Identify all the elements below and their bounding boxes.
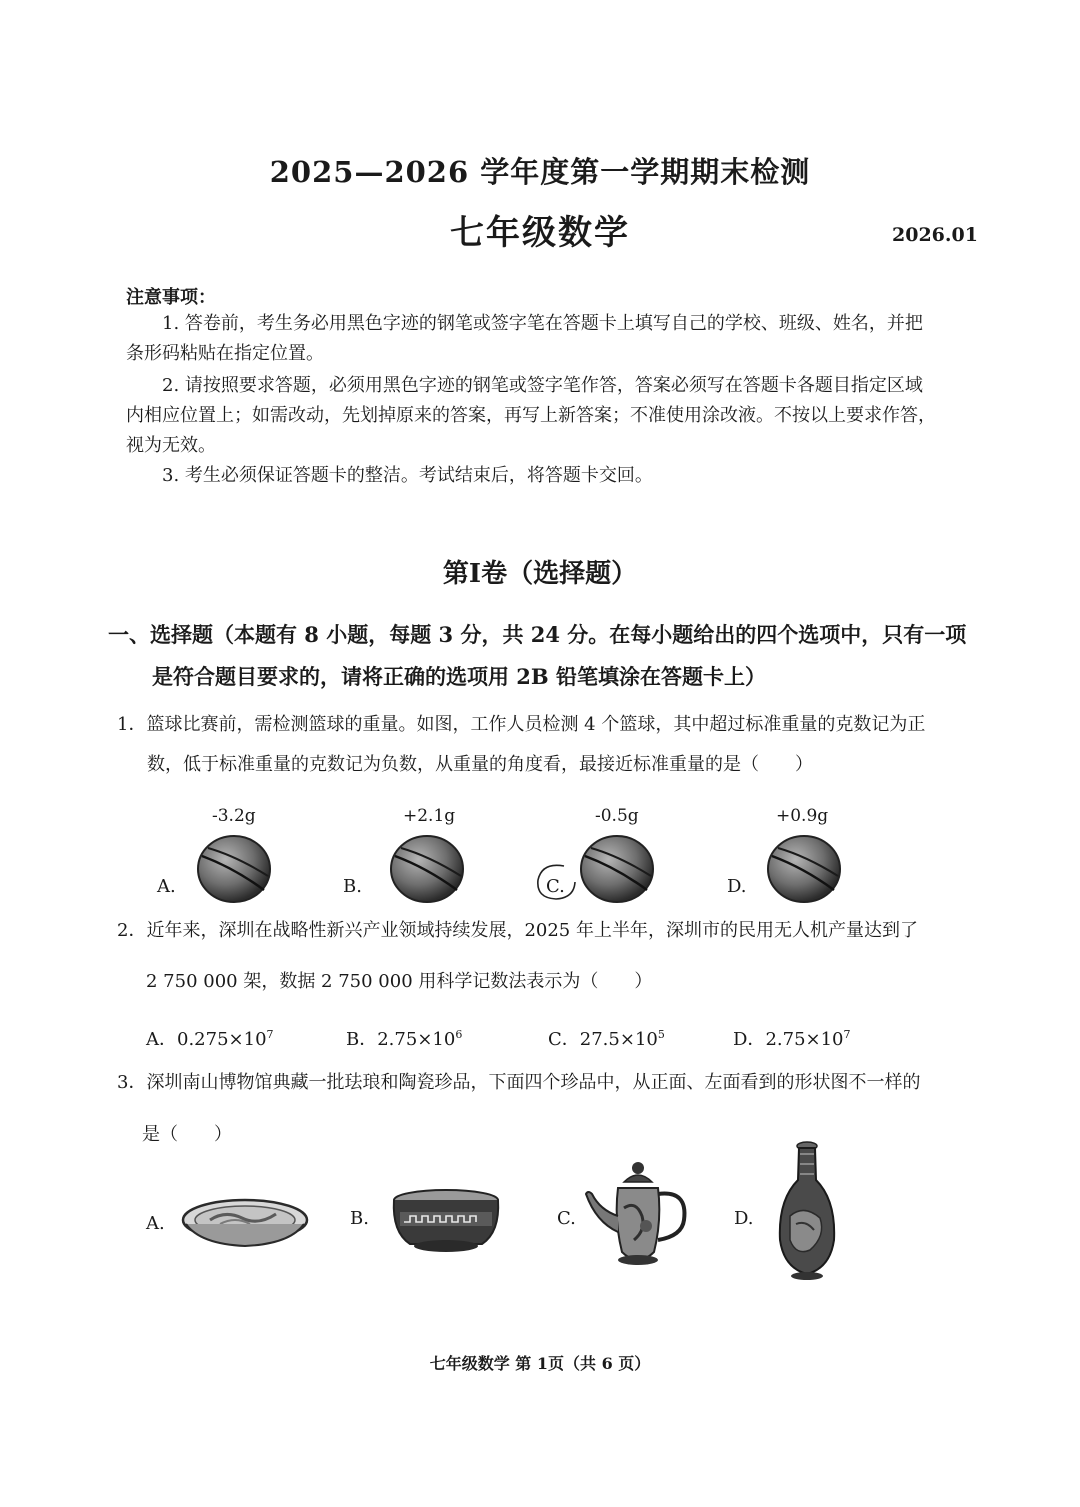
q2-option-b-base: 2.75×10 (377, 1029, 456, 1050)
q2-option-b-label: B． (346, 1029, 378, 1050)
enamel-plate-icon (180, 1196, 310, 1252)
part-heading (108, 614, 968, 698)
q1-option-d[interactable]: D. (727, 876, 747, 897)
q2-option-c[interactable] (548, 1025, 665, 1051)
q2-option-d-label: D． (733, 1029, 766, 1050)
basketball-icon (766, 834, 842, 904)
q2-option-d-exp: 7 (843, 1028, 851, 1041)
subject-title: 七年级数学 (450, 213, 630, 253)
part-heading-line2: 是符合题目要求的，请将正确的选项用 2B 铅笔填涂在答题卡上） (152, 664, 766, 689)
notice-line: 内相应位置上；如需改动，先划掉原来的答案，再写上新答案；不准使用涂改液。不按以上要求作答， (126, 405, 936, 426)
notice-line: 2. 请按照要求答题，必须用黑色字迹的钢笔或签字笔作答，答案必须写在答题卡各题目指定区域 (162, 375, 923, 396)
question-1 (117, 705, 957, 785)
enamel-bowl-icon (390, 1188, 502, 1258)
q2-option-a[interactable] (146, 1025, 274, 1051)
notice-body (126, 309, 956, 491)
q2-option-c-exp: 5 (657, 1028, 665, 1041)
porcelain-vase-icon (774, 1140, 840, 1282)
q2-option-a-base: 0.275×10 (177, 1029, 267, 1050)
basketball-icon (196, 834, 272, 904)
q2-line2: 2 750 000 架，数据 2 750 000 用科学记数法表示为（ ） (146, 971, 653, 992)
question-2 (117, 916, 957, 946)
q1-weight-b: +2.1g (403, 806, 456, 826)
q2-option-b-exp: 6 (455, 1028, 463, 1041)
notice-line: 视为无效。 (126, 435, 216, 456)
q1-option-c[interactable]: C. (546, 876, 565, 897)
basketball-icon (579, 834, 655, 904)
exam-date: 2026.01 (892, 224, 978, 246)
q2-option-a-label: A． (146, 1029, 177, 1050)
q3-line1: 3．深圳南山博物馆典藏一批珐琅和陶瓷珍品，下面四个珍品中，从正面、左面看到的形状图不一样的 (117, 1072, 921, 1093)
handwritten-circle-mark (534, 862, 578, 902)
q2-option-a-exp: 7 (266, 1028, 274, 1041)
q1-weight-c: -0.5g (595, 806, 639, 826)
notice-line: 1. 答卷前，考生务必用黑色字迹的钢笔或签字笔在答题卡上填写自己的学校、班级、姓名，并把 (162, 313, 923, 334)
q3-option-d[interactable]: D. (734, 1208, 754, 1229)
question-3 (117, 1068, 957, 1098)
notice-line: 3. 考生必须保证答题卡的整洁。考试结束后，将答题卡交回。 (162, 465, 653, 486)
q3-option-a[interactable]: A. (146, 1213, 165, 1234)
q2-line1: 2．近年来，深圳在战略性新兴产业领域持续发展，2025 年上半年，深圳市的民用无人机产量达到了 (117, 920, 918, 941)
q2-option-c-base: 27.5×10 (579, 1029, 658, 1050)
notice-heading: 注意事项： (126, 287, 216, 308)
q1-weight-a: -3.2g (212, 806, 256, 826)
q2-option-c-label: C． (548, 1029, 580, 1050)
q1-weight-d: +0.9g (776, 806, 829, 826)
q2-option-d[interactable] (733, 1025, 851, 1051)
part-heading-line1: 一、选择题（本题有 8 小题，每题 3 分，共 24 分。在每小题给出的四个选项中，只有一项 (108, 622, 967, 647)
q1-line1: 1．篮球比赛前，需检测篮球的重量。如图，工作人员检测 4 个篮球，其中超过标准重量的克数记为正 (117, 714, 926, 735)
exam-title: 2025—2026 学年度第一学期期末检测 (269, 155, 811, 189)
q3-option-b[interactable]: B. (350, 1208, 369, 1229)
q3-option-c[interactable]: C. (557, 1208, 576, 1229)
notice-line: 条形码粘贴在指定位置。 (126, 343, 324, 364)
q1-line2: 数，低于标准重量的克数记为负数，从重量的角度看，最接近标准重量的是（ ） (147, 754, 813, 775)
q2-option-d-base: 2.75×10 (765, 1029, 844, 1050)
porcelain-teapot-icon (584, 1160, 694, 1272)
basketball-icon (389, 834, 465, 904)
q3-line2: 是（ ） (142, 1124, 232, 1145)
q1-option-a[interactable]: A. (157, 876, 176, 897)
q2-option-b[interactable] (346, 1025, 462, 1051)
section-title: 第I卷（选择题） (442, 559, 638, 589)
q1-option-b[interactable]: B. (343, 876, 362, 897)
page-footer: 七年级数学 第 1页（共 6 页） (429, 1354, 651, 1373)
